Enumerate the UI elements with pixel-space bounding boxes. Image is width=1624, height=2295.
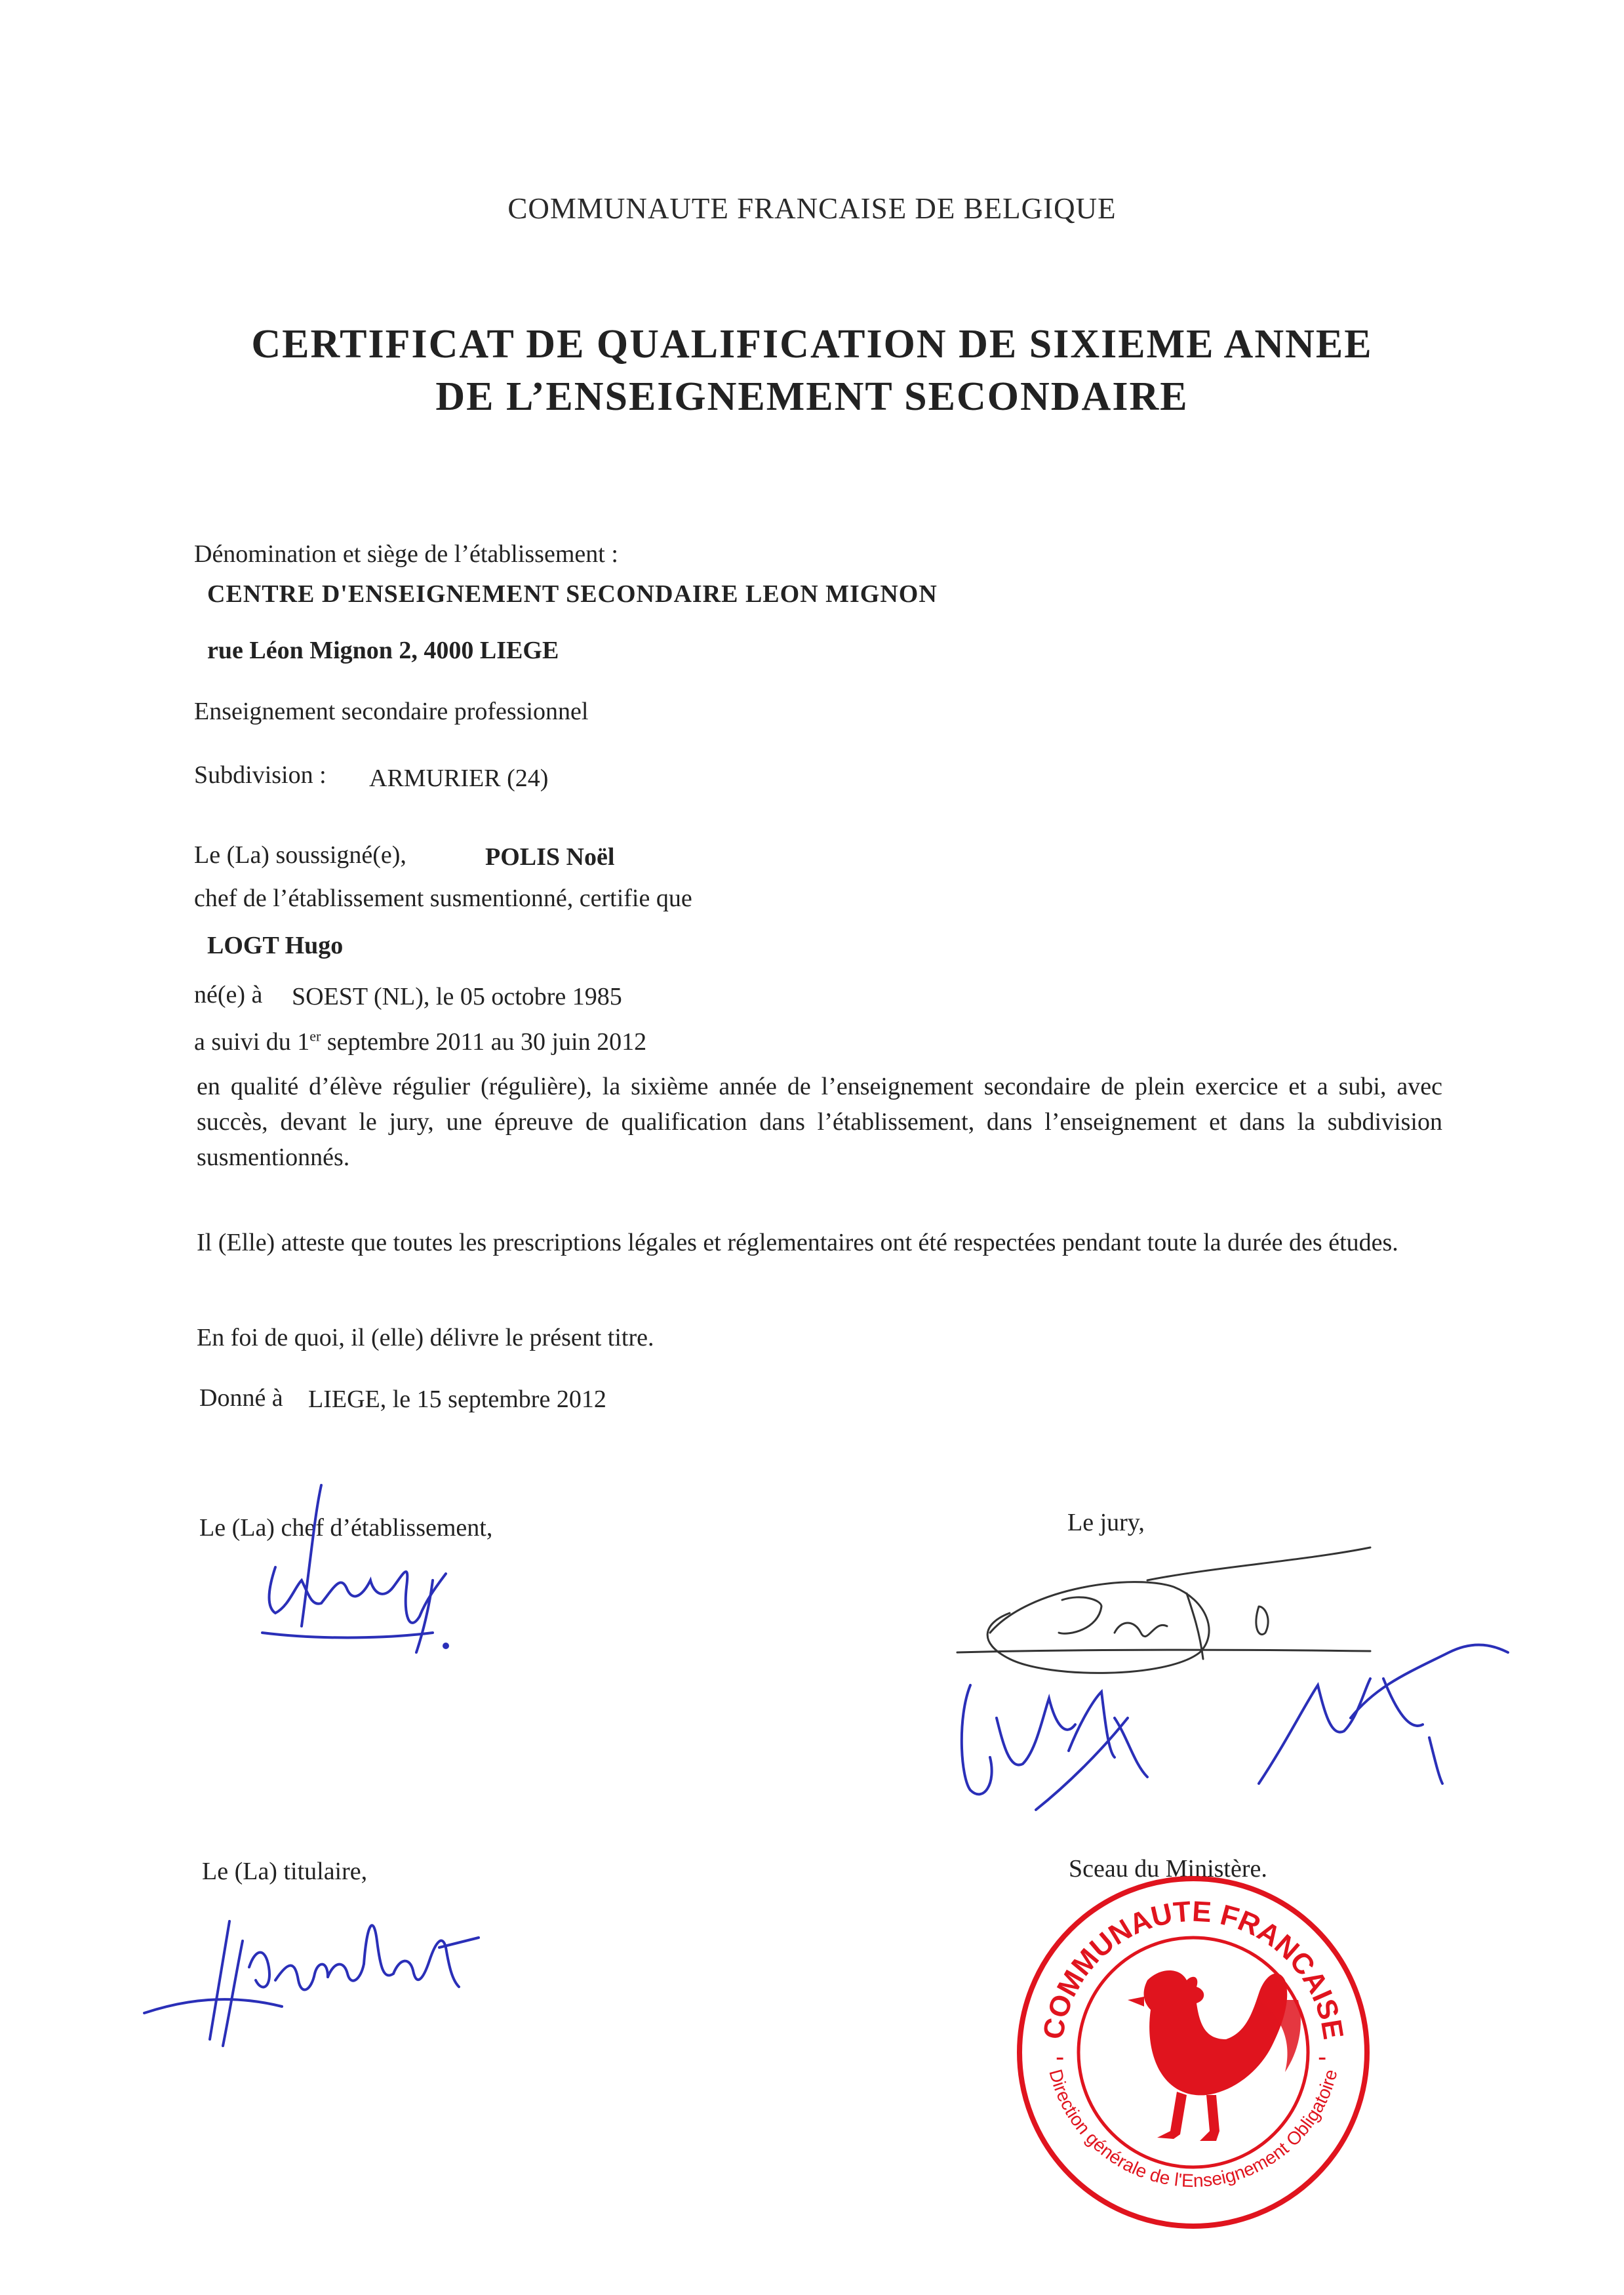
seal-bottom-text: Direction générale de l'Enseignement Obligatoire xyxy=(1045,2067,1341,2191)
svg-text:-: - xyxy=(1056,2043,1065,2071)
certificate-title-line-2: DE L’ENSEIGNEMENT SECONDAIRE xyxy=(435,374,1189,419)
period-suffix: septembre 2011 au 30 juin 2012 xyxy=(321,1028,647,1056)
signatory-name: POLIS Noël xyxy=(485,843,615,871)
certificate-title-line-1: CERTIFICAT DE QUALIFICATION DE SIXIEME ANNEE xyxy=(251,322,1373,367)
study-period xyxy=(194,1028,646,1056)
paragraph-qualification: en qualité d’élève régulier (régulière), la sixième année de l’enseignement secondaire de plein exercice et a subi, avec succès, devant le jury, une épreuve de qualification dans l’établissement, dans l’enseignement et dans la subdivision susmentionnés. xyxy=(197,1073,1442,1171)
ministry-seal-stamp xyxy=(1010,1869,1377,2236)
given-prefix: Donné à xyxy=(199,1384,283,1412)
birth-prefix: né(e) à xyxy=(194,981,263,1008)
holder-signature-label: Le (La) titulaire, xyxy=(202,1858,368,1885)
signatory-role: chef de l’établissement susmentionné, certifie que xyxy=(194,885,692,912)
education-type: Enseignement secondaire professionnel xyxy=(194,698,589,725)
holder-signature-image xyxy=(131,1882,498,2066)
jury-signature-image xyxy=(951,1502,1541,1869)
seal-label: Sceau du Ministère. xyxy=(1069,1855,1267,1883)
ministry-header: COMMUNAUTE FRANCAISE DE BELGIQUE xyxy=(507,192,1117,225)
period-prefix: a suivi du 1 xyxy=(194,1028,310,1056)
paragraph-attestation: Il (Elle) atteste que toutes les prescriptions légales et réglementaires ont été respectées pendant toute la durée des études. xyxy=(197,1229,1398,1256)
period-superscript: er xyxy=(309,1028,321,1045)
given-value: LIEGE, le 15 septembre 2012 xyxy=(308,1386,606,1413)
paragraph-delivery: En foi de quoi, il (elle) délivre le présent titre. xyxy=(197,1324,654,1351)
rooster-emblem xyxy=(1128,1970,1301,2141)
signatory-prefix: Le (La) soussigné(e), xyxy=(194,841,406,869)
student-name: LOGT Hugo xyxy=(207,932,344,959)
seal-top-text: COMMUNAUTE FRANCAISE xyxy=(1037,1895,1350,2042)
birth-value: SOEST (NL), le 05 octobre 1985 xyxy=(292,983,622,1010)
establishment-name: CENTRE D'ENSEIGNEMENT SECONDAIRE LEON MIGNON xyxy=(207,580,938,608)
subdivision-value: ARMURIER (24) xyxy=(369,765,549,792)
establishment-label: Dénomination et siège de l’établissement : xyxy=(194,540,618,568)
establishment-address: rue Léon Mignon 2, 4000 LIEGE xyxy=(207,637,559,664)
chef-signature-label: Le (La) chef d’établissement, xyxy=(199,1514,493,1542)
jury-signature-label: Le jury, xyxy=(1067,1509,1145,1536)
subdivision-label: Subdivision : xyxy=(194,761,327,789)
svg-text:-: - xyxy=(1318,2043,1327,2071)
chef-signature-image xyxy=(249,1475,511,1672)
